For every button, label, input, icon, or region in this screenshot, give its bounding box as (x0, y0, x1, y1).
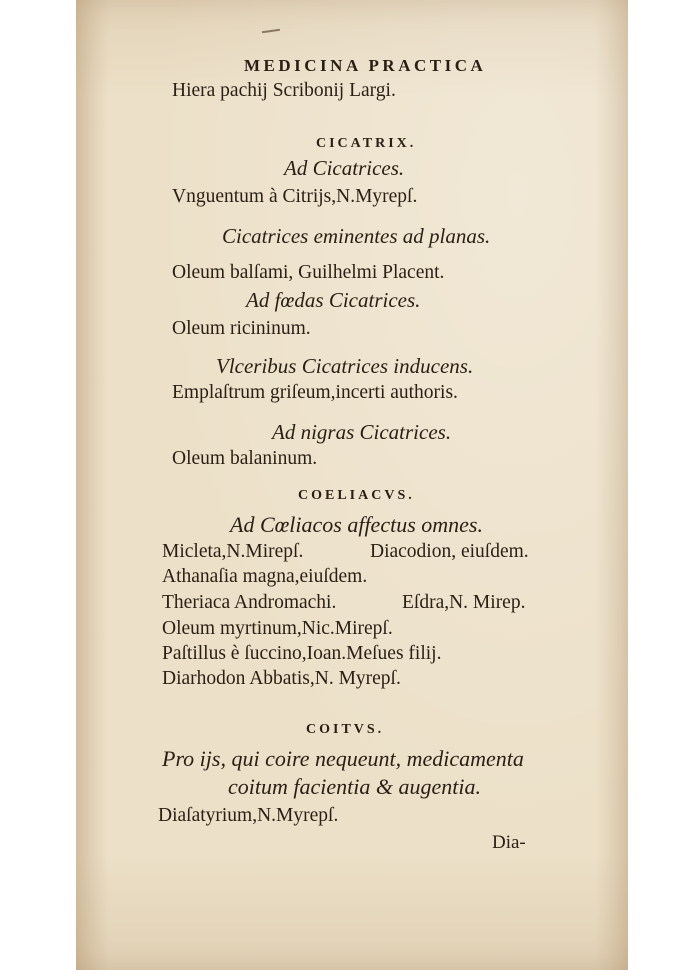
text-line-emplastrum: Emplaſtrum griſeum,incerti authoris. (172, 382, 458, 403)
text-line-athanasia: Athanaſia magna,eiuſdem. (162, 566, 368, 587)
text-line-diasatyrium: Diaſatyrium,N.Myrepſ. (158, 805, 339, 826)
text-line-pro-ijs: Pro ijs, qui coire nequeunt, medicamenta (162, 746, 524, 771)
text-line-vnguentum: Vnguentum à Citrijs,N.Myrepſ. (172, 186, 418, 207)
subheading-vlceribus: Vlceribus Cicatrices inducens. (216, 354, 474, 378)
section-heading-coitus: COITVS. (306, 722, 385, 737)
text-line-hiera: Hiera pachij Scribonij Largi. (172, 80, 396, 101)
subheading-ad-coeliacos: Ad Cœliacos affectus omnes. (230, 512, 483, 537)
text-line-pastillus: Paſtillus è ſuccino,Ioan.Meſues filij. (162, 643, 442, 664)
book-page (76, 0, 628, 970)
section-heading-cicatrix: CICATRIX. (316, 136, 417, 151)
subheading-ad-nigras: Ad nigras Cicatrices. (272, 420, 452, 444)
text-line-oleum-balaninum: Oleum balaninum. (172, 448, 318, 469)
text-line-diarhodon: Diarhodon Abbatis,N. Myrepſ. (162, 668, 401, 689)
running-head: MEDICINA PRACTICA (244, 56, 487, 75)
text-line-oleum-myrtinum: Oleum myrtinum,Nic.Mirepſ. (162, 618, 393, 639)
subheading-ad-foedas: Ad fœdas Cicatrices. (246, 288, 421, 312)
text-line-esdra: Eſdra,N. Mirep. (402, 592, 526, 613)
text-line-oleum-balsami: Oleum balſami, Guilhelmi Placent. (172, 262, 445, 283)
text-line-coitum: coitum facientia & augentia. (228, 774, 481, 799)
section-heading-coeliacus: COELIACVS. (298, 488, 415, 503)
ink-mark (262, 29, 280, 33)
subheading-cicatrices-eminentes: Cicatrices eminentes ad planas. (222, 224, 491, 248)
text-line-theriaca: Theriaca Andromachi. (162, 592, 337, 613)
catchword: Dia- (492, 832, 526, 853)
subheading-ad-cicatrices: Ad Cicatrices. (284, 156, 405, 180)
text-line-oleum-ricininum: Oleum ricininum. (172, 318, 311, 339)
text-line-micleta: Micleta,N.Mirepſ. (162, 541, 304, 562)
text-line-diacodion: Diacodion, eiuſdem. (370, 541, 529, 562)
